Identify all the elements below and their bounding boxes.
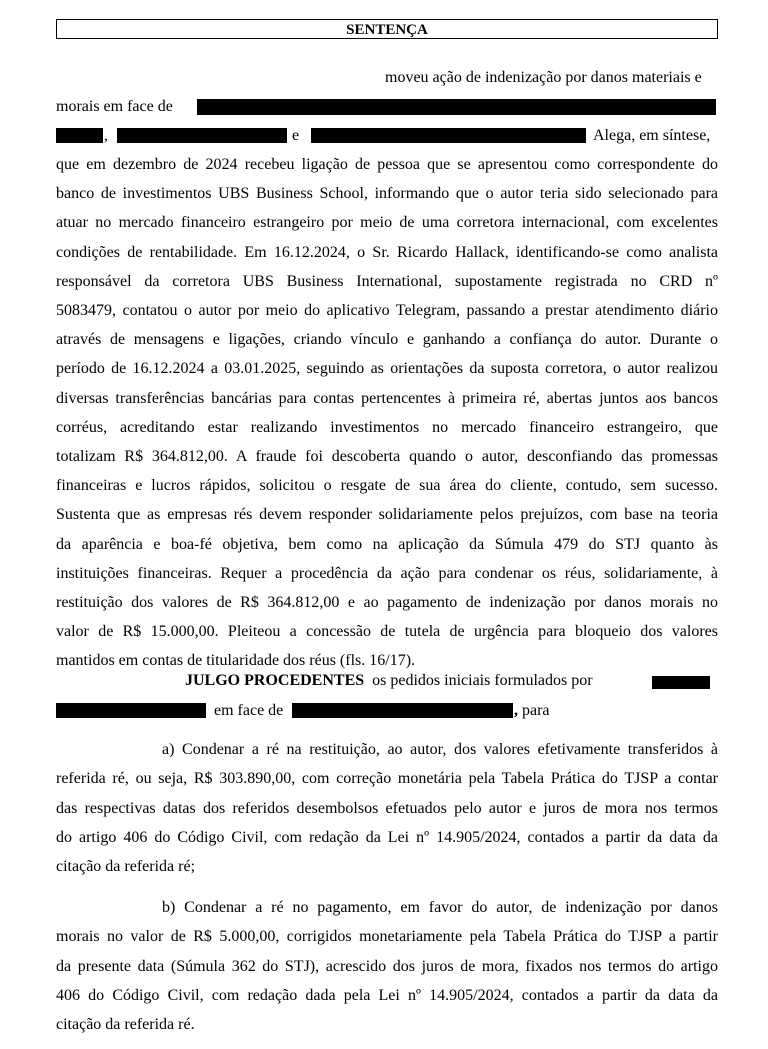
report-line: banco de investimentos UBS Business School, informando que o autor teria sido selecionado para: [56, 185, 718, 202]
decision-para: [514, 699, 550, 723]
report-line: responsável da corretora UBS Business International, supostamente registrada no CRD nº: [56, 273, 718, 290]
decision-verdict: JULGO PROCEDENTES: [185, 672, 365, 689]
redacted-defendants-2: [292, 703, 513, 718]
report-line: condições de rentabilidade. Em 16.12.2024, o Sr. Ricardo Hallack, identificando-se como analista: [56, 244, 718, 261]
decision-em-face: em face de: [214, 702, 284, 719]
report-line: Sustenta que as empresas rés devem responder solidariamente pelos prejuízos, com base na teoria: [56, 506, 718, 523]
report-line: atuar no mercado financeiro estrangeiro por meio de uma corretora internacional, com excelentes: [56, 214, 718, 231]
order-b-line: morais no valor de R$ 5.000,00, corrigidos monetariamente pela Tabela Prática do TJSP a partir: [56, 928, 718, 945]
report-line: valor de R$ 15.000,00. Pleiteou a concessão de tutela de urgência para bloqueio dos valores: [56, 623, 718, 640]
redacted-plaintiff-cont: [56, 703, 206, 718]
intro-line-1: moveu ação de indenização por danos materiais e: [385, 69, 702, 86]
order-a-line: a) Condenar a ré na restituição, ao autor, dos valores efetivamente transferidos à: [162, 741, 718, 758]
report-line: que em dezembro de 2024 recebeu ligação de pessoa que se apresentou como correspondente do: [56, 156, 718, 173]
order-b-line: da presente data (Súmula 362 do STJ), acrescido dos juros de mora, fixados nos termos do artigo: [56, 958, 718, 975]
redacted-plaintiff: [652, 676, 710, 689]
order-b-line: citação da referida ré.: [56, 1016, 195, 1033]
order-b-line: b) Condenar a ré no pagamento, em favor do autor, de indenização por danos: [162, 899, 718, 916]
order-a-line: referida ré, ou seja, R$ 303.890,00, com correção monetária pela Tabela Prática do TJSP a contar: [56, 770, 718, 787]
report-line: através de mensagens e ligações, criando vínculo e ganhando a confiança do autor. Durante o: [56, 331, 718, 348]
report-line: da aparência e boa-fé objetiva, bem como na aplicação da Súmula 479 do STJ quanto às: [56, 536, 718, 553]
report-line: instituições financeiras. Requer a procedência da ação para condenar os réus, solidariamente, à: [56, 565, 718, 582]
report-line: corréus, acreditando estar realizando investimentos no mercado financeiro estrangeiro, que: [56, 419, 718, 436]
report-line: período de 16.12.2024 a 03.01.2025, seguindo as orientações da suposta corretora, o autor realizou: [56, 360, 718, 377]
report-line: mantidos em contas de titularidade dos réus (fls. 16/17).: [56, 652, 416, 669]
decision-line: [185, 669, 593, 693]
report-line: restituição dos valores de R$ 364.812,00 e ao pagamento de indenização por danos morais no: [56, 594, 718, 611]
report-line: totalizam R$ 364.812,00. A fraude foi descoberta quando o autor, desconfiando das promessas: [56, 448, 718, 465]
intro-comma: ,: [104, 127, 108, 144]
decision-comma: ,: [514, 702, 518, 719]
decision-text: os pedidos iniciais formulados por: [372, 672, 593, 689]
decision-para-word: para: [518, 702, 550, 719]
report-line: diversas transferências bancárias para contas pertencentes à primeira ré, abertas juntos aos bancos: [56, 390, 718, 407]
redacted-name-part: [56, 128, 103, 143]
redacted-defendant-2: [117, 128, 287, 143]
intro-line-3-suffix: Alega, em síntese,: [593, 127, 711, 144]
intro-conjunction: e: [292, 127, 300, 144]
report-line: financeiras e lucros rápidos, solicitou o resgate de sua área do cliente, contudo, sem sucesso.: [56, 477, 718, 494]
order-b-line: 406 do Código Civil, com redação dada pela Lei nº 14.905/2024, contados a partir da data da: [56, 987, 718, 1004]
redacted-defendant-3: [311, 128, 586, 143]
document-title: SENTENÇA: [56, 19, 718, 39]
order-a-line: citação da referida ré;: [56, 858, 196, 875]
order-a-line: das respectivas datas dos referidos desembolsos efetuados pelo autor e juros de mora nos termos: [56, 800, 718, 817]
order-a-line: do artigo 406 do Código Civil, com redação da Lei nº 14.905/2024, contados a partir da data da: [56, 829, 718, 846]
intro-line-2-prefix: morais em face de: [56, 98, 173, 115]
redacted-defendants: [197, 99, 716, 115]
report-line: 5083479, contatou o autor por meio do aplicativo Telegram, passando a prestar atendimento diário: [56, 302, 718, 319]
